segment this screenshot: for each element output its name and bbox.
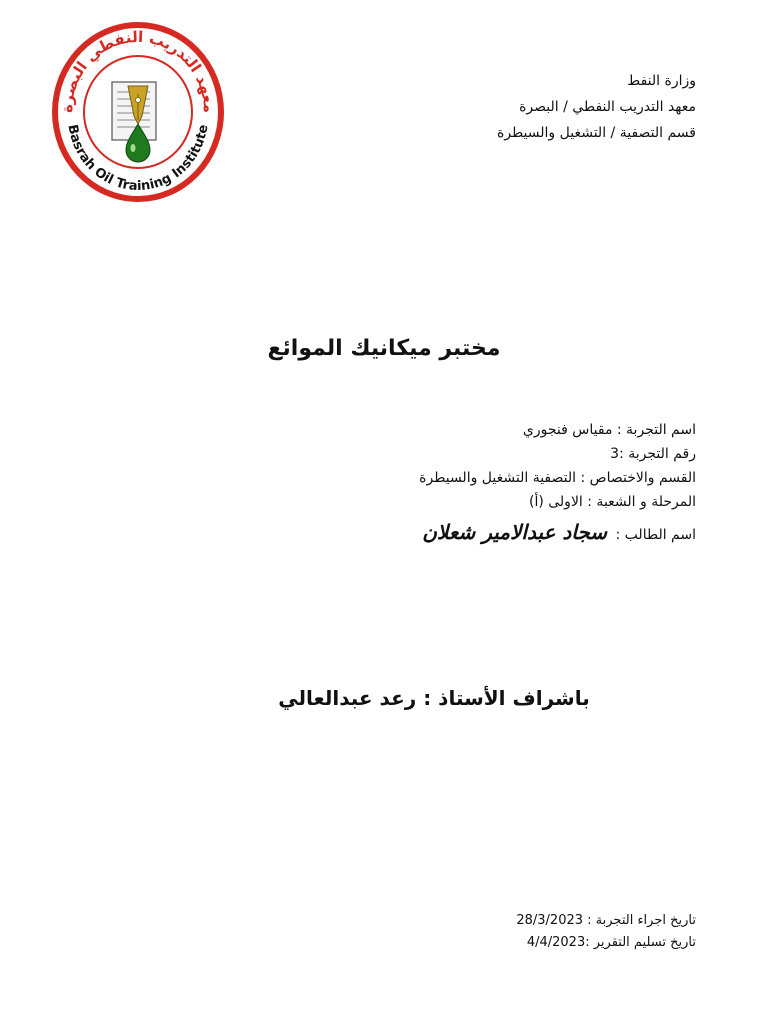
ministry-name: وزارة النفط bbox=[627, 73, 696, 89]
experiment-department: القسم والاختصاص : التصفية التشغيل والسيطرة bbox=[419, 470, 696, 486]
lab-title: مختبر ميكانيك الموائع bbox=[267, 336, 501, 361]
header-block bbox=[497, 68, 696, 146]
svg-text:معهد التدريب النفطي البصرة: معهد التدريب النفطي البصرة bbox=[57, 27, 219, 114]
experiment-info bbox=[419, 418, 696, 514]
experiment-number: رقم التجربة :3 bbox=[610, 446, 696, 462]
student-label: اسم الطالب : bbox=[615, 527, 696, 543]
experiment-name: اسم التجربة : مقياس فنجوري bbox=[522, 422, 696, 438]
supervisor-line: باشراف الأستاذ : رعد عبدالعالي bbox=[278, 686, 590, 710]
report-date: تاريخ تسليم التقرير :4/4/2023 bbox=[526, 935, 696, 950]
dates-block bbox=[516, 910, 696, 954]
experiment-date: تاريخ اجراء التجربة : 28/3/2023 bbox=[516, 913, 696, 928]
student-line bbox=[422, 518, 696, 549]
student-name: سجاد عبدالامير شعلان bbox=[422, 520, 608, 544]
department-name: قسم التصفية / التشغيل والسيطرة bbox=[497, 125, 696, 141]
institute-logo bbox=[50, 20, 226, 204]
svg-text:Basrah Oil Training Institute: Basrah Oil Training Institute bbox=[64, 123, 212, 195]
institute-name: معهد التدريب النفطي / البصرة bbox=[519, 99, 696, 115]
experiment-stage: المرحلة و الشعبة : الاولى (أ) bbox=[528, 494, 696, 510]
